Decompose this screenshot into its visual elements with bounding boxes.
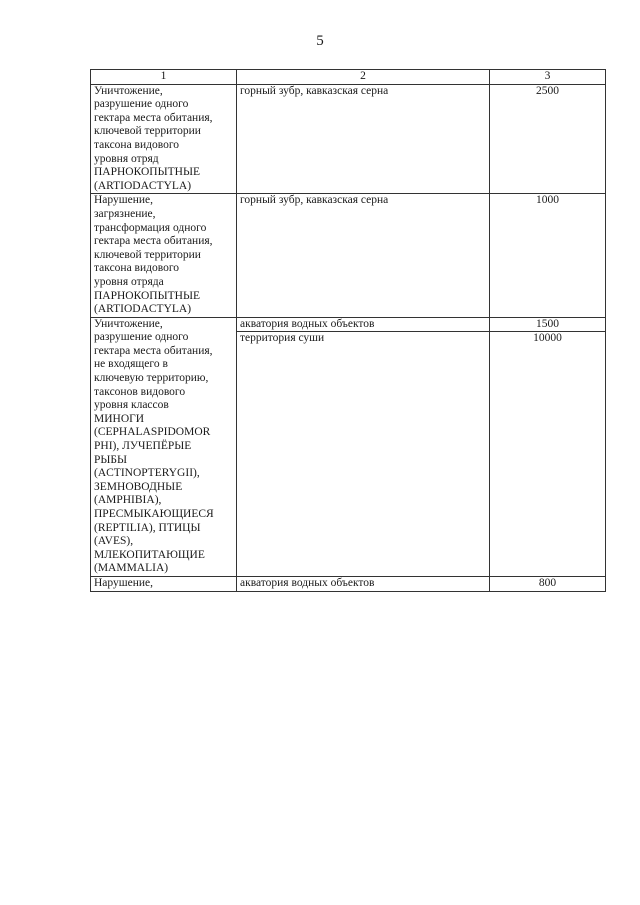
description-line: таксона видового — [94, 138, 180, 151]
description-line: ПАРНОКОПЫТНЫЕ — [94, 289, 201, 302]
habitat-type: акватория водных объектов — [237, 576, 490, 591]
description-line: ПАРНОКОПЫТНЫЕ — [94, 166, 201, 179]
amount-value: 2500 — [490, 84, 606, 194]
description-line: (CEPHALASPIDOMOR — [94, 426, 211, 439]
description-line: (AMPHIBIA), — [94, 494, 162, 507]
description-line: ключевой территории — [94, 125, 201, 138]
description-line: уровня отряд — [94, 152, 159, 165]
description-line: не входящего в — [94, 358, 168, 371]
description-line: (REPTILIA), ПТИЦЫ — [94, 521, 201, 534]
description-line: гектара места обитания, — [94, 235, 213, 248]
description-line: (ARTIODACTYLA) — [94, 179, 192, 192]
description-line: МИНОГИ — [94, 412, 145, 425]
description-line: ключевую территорию, — [94, 372, 209, 385]
column-header-2: 2 — [237, 70, 490, 85]
table-header-row — [91, 70, 606, 85]
description-line: PHI), ЛУЧЕПЁРЫЕ — [94, 440, 192, 453]
habitat-type: акватория водных объектов — [237, 317, 490, 332]
description-line: трансформация одного — [94, 221, 207, 234]
description-line: Нарушение, — [94, 194, 154, 207]
table-row — [91, 576, 606, 591]
description-line: гектара места обитания, — [94, 344, 213, 357]
violation-description — [91, 576, 237, 591]
table-row — [91, 317, 606, 332]
page-number: 5 — [316, 33, 324, 49]
habitat-type: территория суши — [237, 332, 490, 577]
description-line: ЗЕМНОВОДНЫЕ — [94, 480, 183, 493]
table-row — [91, 84, 606, 194]
description-line: (MAMMALIA) — [94, 562, 169, 575]
amount-value: 800 — [490, 576, 606, 591]
description-line: (ARTIODACTYLA) — [94, 303, 192, 316]
description-line: (AVES), — [94, 535, 134, 548]
description-line: ключевой территории — [94, 248, 201, 261]
description-line: Уничтожение, — [94, 84, 163, 97]
column-header-1: 1 — [91, 70, 237, 85]
description-line: таксона видового — [94, 262, 180, 275]
description-line: загрязнение, — [94, 207, 156, 220]
description-line: таксонов видового — [94, 385, 186, 398]
amount-value: 10000 — [490, 332, 606, 577]
compensation-table — [90, 69, 606, 592]
habitat-type: горный зубр, кавказская серна — [237, 84, 490, 194]
description-line: РЫБЫ — [94, 453, 128, 466]
violation-description — [91, 317, 237, 576]
description-line: разрушение одного — [94, 98, 189, 111]
violation-description — [91, 84, 237, 194]
description-line: (ACTINOPTERYGII), — [94, 467, 200, 480]
violation-description — [91, 194, 237, 317]
habitat-type: горный зубр, кавказская серна — [237, 194, 490, 317]
description-line: гектара места обитания, — [94, 111, 213, 124]
description-line: ПРЕСМЫКАЮЩИЕСЯ — [94, 508, 214, 520]
description-line: уровня отряда — [94, 275, 164, 288]
description-line: разрушение одного — [94, 331, 189, 344]
table-row — [91, 194, 606, 317]
description-line: уровня классов — [94, 399, 169, 412]
column-header-3: 3 — [490, 70, 606, 85]
amount-value: 1500 — [490, 317, 606, 332]
description-line: Уничтожение, — [94, 317, 163, 330]
description-line: Нарушение, — [94, 576, 154, 589]
description-line: МЛЕКОПИТАЮЩИЕ — [94, 548, 205, 561]
amount-value: 1000 — [490, 194, 606, 317]
